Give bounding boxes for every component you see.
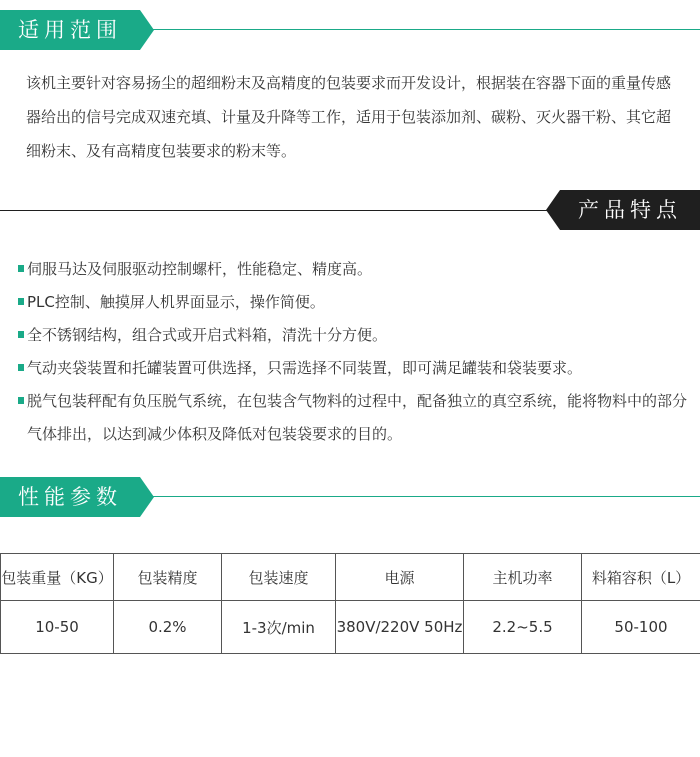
table-cell: 0.2%	[114, 601, 222, 654]
table-cell: 2.2~5.5	[464, 601, 582, 654]
header-cell: 包装重量（KG）	[1, 554, 114, 601]
feature-item	[18, 385, 688, 451]
header-cell: 料箱容积（L）	[582, 554, 700, 601]
feature-item	[18, 352, 688, 385]
feature-text: 全不锈钢结构，组合式或开启式料箱，清洗十分方便。	[27, 326, 388, 344]
header-cell: 包装精度	[114, 554, 222, 601]
feature-item	[18, 253, 688, 286]
params-divider	[140, 496, 700, 497]
feature-text: 脱气包装秤配有负压脱气系统，在包装含气物料的过程中，配备独立的真空系统，能将物料中的部分气体排出，以达到减少体积及降低对包装袋要求的目的。	[27, 392, 688, 443]
params-title-arrow	[140, 477, 154, 517]
header-cell: 电源	[336, 554, 464, 601]
table-cell: 1-3次/min	[222, 601, 336, 654]
header-cell: 主机功率	[464, 554, 582, 601]
params-title: 性能参数	[0, 477, 140, 517]
spec-table	[0, 553, 700, 654]
table-row	[1, 601, 700, 654]
bullet-square-icon	[18, 298, 24, 305]
params-section-header	[0, 477, 700, 517]
table-cell: 50-100	[582, 601, 700, 654]
features-list	[18, 253, 688, 451]
scope-divider	[140, 29, 700, 30]
features-title-arrow	[546, 190, 560, 230]
features-title: 产品特点	[560, 190, 700, 230]
features-divider	[0, 210, 564, 211]
feature-text: 气动夹袋装置和托罐装置可供选择，只需选择不同装置，即可满足罐装和袋装要求。	[27, 359, 583, 377]
table-header-row	[1, 554, 700, 601]
feature-text: PLC控制、触摸屏人机界面显示，操作简便。	[27, 293, 325, 311]
feature-text: 伺服马达及伺服驱动控制螺杆，性能稳定、精度高。	[27, 260, 373, 278]
table-cell: 380V/220V 50Hz	[336, 601, 464, 654]
header-cell: 包装速度	[222, 554, 336, 601]
scope-title-arrow	[140, 10, 154, 50]
scope-text: 该机主要针对容易扬尘的超细粉末及高精度的包装要求而开发设计，根据装在容器下面的重量传感器给出的信号完成双速充填、计量及升降等工作，适用于包装添加剂、碳粉、灭火器干粉、其它超细粉末、及有高精度包装要求的粉末等。	[26, 74, 672, 160]
bullet-square-icon	[18, 397, 24, 404]
features-section-header	[0, 190, 700, 230]
scope-section-header	[0, 10, 700, 50]
scope-title: 适用范围	[0, 10, 140, 50]
feature-item	[18, 319, 688, 352]
bullet-square-icon	[18, 364, 24, 371]
bullet-square-icon	[18, 265, 24, 272]
feature-item	[18, 286, 688, 319]
table-cell: 10-50	[1, 601, 114, 654]
bullet-square-icon	[18, 331, 24, 338]
